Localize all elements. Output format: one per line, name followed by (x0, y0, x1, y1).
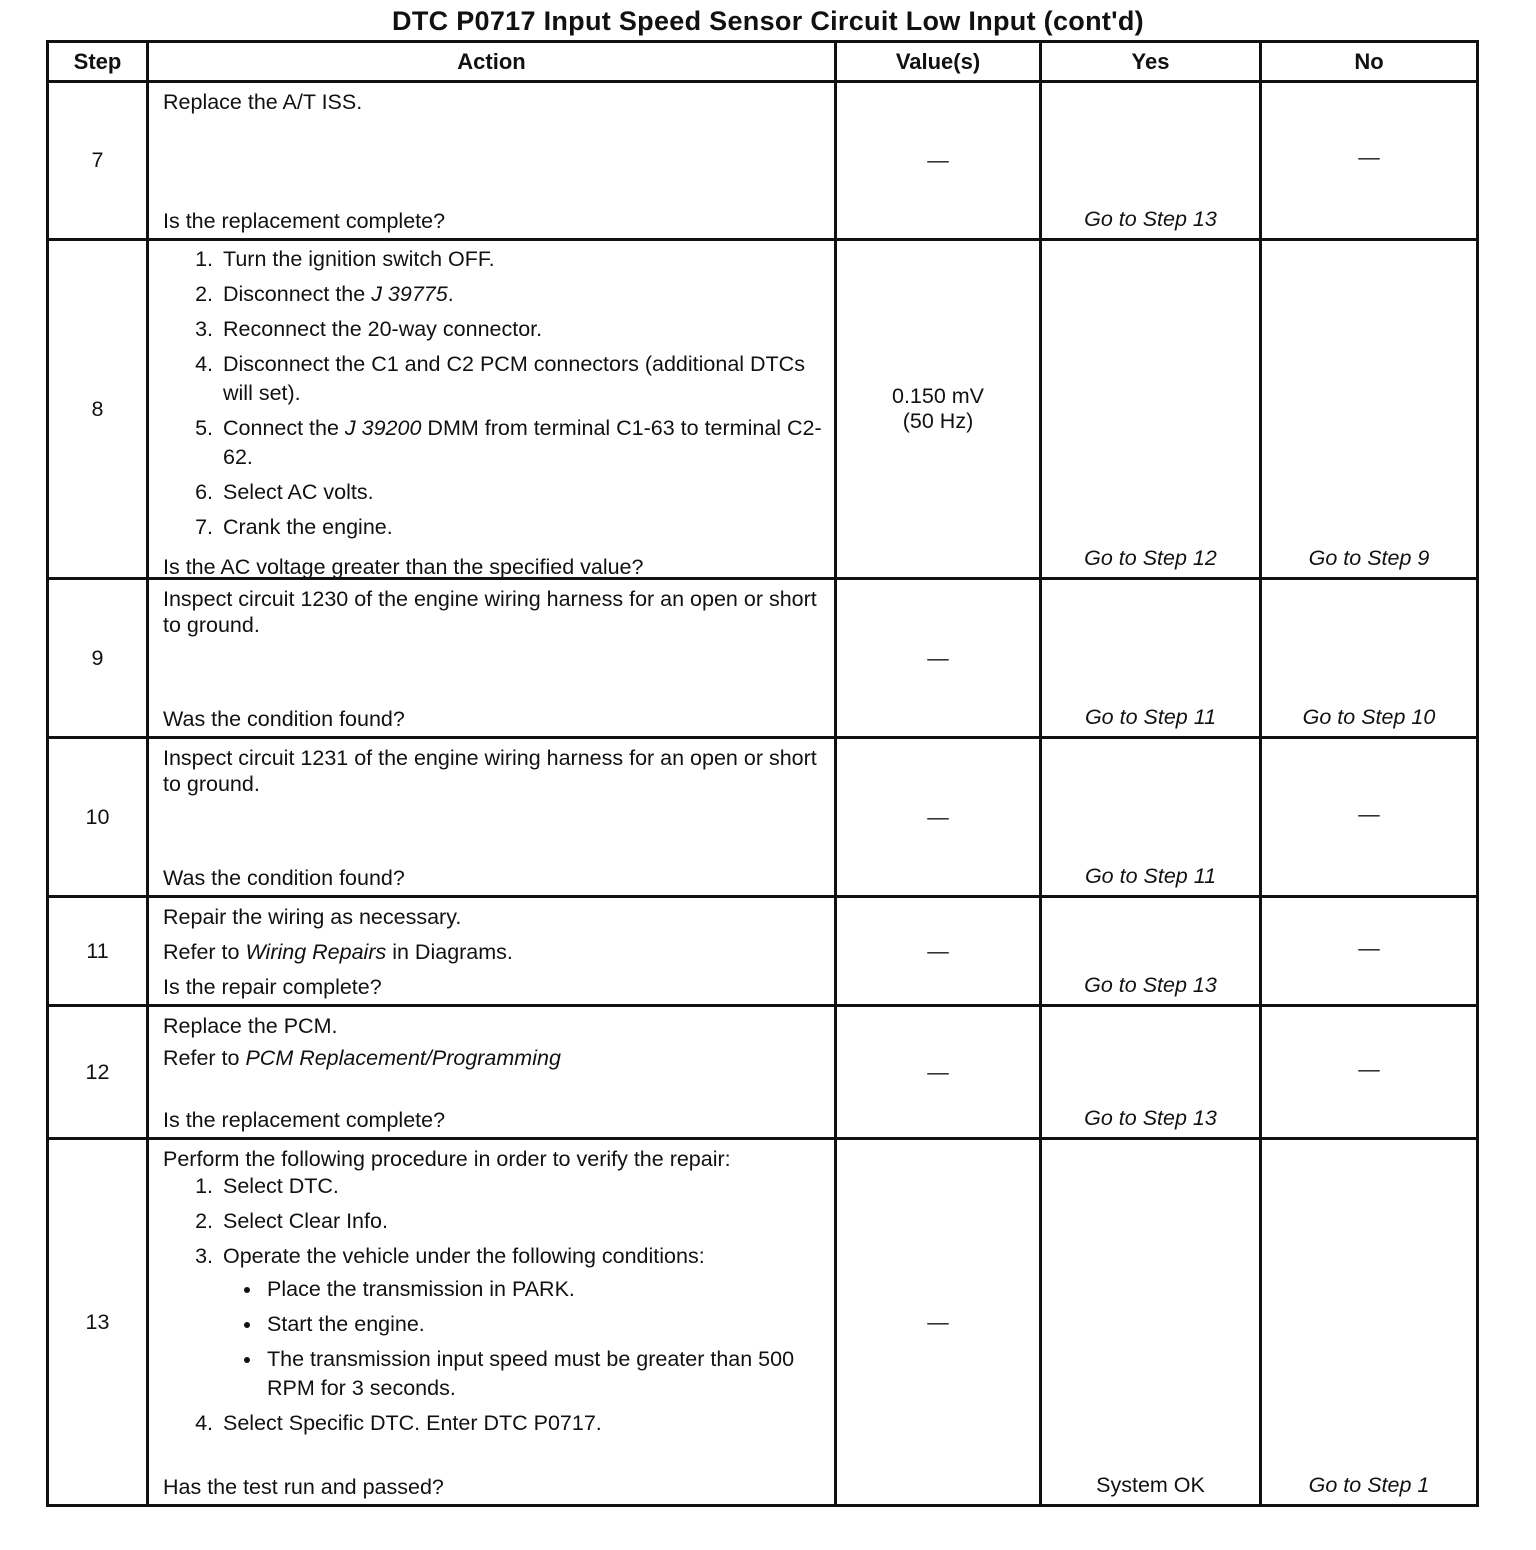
value-cell: — (836, 1139, 1041, 1506)
action-text: Inspect circuit 1230 of the engine wiring harness for an open or short to ground. (163, 587, 817, 637)
header-yes: Yes (1041, 42, 1261, 82)
list-item: • The transmission input speed must be greater than 500 RPM for 3 seconds. (263, 1345, 824, 1403)
value-line: 0.150 mV (891, 384, 985, 408)
action-cell (148, 738, 836, 897)
list-item: 3. Reconnect the 20-way connector. (219, 315, 824, 344)
list-item: 4. Disconnect the C1 and C2 PCM connectors (additional DTCs will set). (219, 350, 824, 408)
value-line: (50 Hz) (902, 409, 974, 433)
no-cell: — (1261, 897, 1478, 1006)
list-item: 5. Connect the J 39200 DMM from terminal C1-63 to terminal C2-62. (219, 414, 824, 472)
header-no: No (1261, 42, 1478, 82)
no-cell: Go to Step 10 (1261, 579, 1478, 738)
action-cell (148, 1139, 836, 1506)
step-number: 8 (48, 240, 148, 579)
table-row (48, 82, 1478, 240)
action-reference: Refer to Wiring Repairs in Diagrams. (163, 940, 513, 964)
step-number: 9 (48, 579, 148, 738)
yes-cell: Go to Step 11 (1041, 579, 1261, 738)
action-reference: Refer to PCM Replacement/Programming (163, 1046, 561, 1070)
yes-cell: System OK (1041, 1139, 1261, 1506)
table-row (48, 240, 1478, 579)
action-cell (148, 240, 836, 579)
header-row (48, 42, 1478, 82)
action-text: Replace the PCM. (163, 1014, 338, 1038)
yes-cell: Go to Step 11 (1041, 738, 1261, 897)
tool-ref: J 39775 (371, 282, 448, 306)
tool-ref: J 39200 (344, 416, 422, 440)
table-row (48, 1139, 1478, 1506)
table-row (48, 579, 1478, 738)
no-cell: — (1261, 738, 1478, 897)
header-values: Value(s) (836, 42, 1041, 82)
page-title: DTC P0717 Input Speed Sensor Circuit Low Input (cont'd) (392, 6, 1144, 36)
action-cell (148, 1006, 836, 1139)
table-row (48, 738, 1478, 897)
action-question: Was the condition found? (163, 707, 405, 731)
action-cell (148, 82, 836, 240)
action-text: Inspect circuit 1231 of the engine wiring harness for an open or short to ground. (163, 746, 817, 796)
header-action: Action (148, 42, 836, 82)
list-item: 1. Select DTC. (219, 1172, 824, 1201)
step-number: 13 (48, 1139, 148, 1506)
header-step: Step (48, 42, 148, 82)
procedure-list (163, 245, 824, 548)
diagnostic-table (46, 40, 1479, 1507)
action-text: Repair the wiring as necessary. (163, 905, 462, 929)
list-item: 2. Disconnect the J 39775. (219, 280, 824, 309)
no-cell: — (1261, 1006, 1478, 1139)
yes-cell: Go to Step 12 (1041, 240, 1261, 579)
step-number: 12 (48, 1006, 148, 1139)
action-question: Was the condition found? (163, 866, 405, 890)
list-item: 6. Select AC volts. (219, 478, 824, 507)
action-text: Replace the A/T ISS. (163, 90, 363, 114)
list-item: 1. Turn the ignition switch OFF. (219, 245, 824, 274)
value-cell: — (836, 897, 1041, 1006)
no-cell: — (1261, 82, 1478, 240)
action-question: Is the AC voltage greater than the specified value? (163, 555, 644, 579)
yes-cell: Go to Step 13 (1041, 82, 1261, 240)
action-cell (148, 579, 836, 738)
no-cell: Go to Step 9 (1261, 240, 1478, 579)
list-item: 3. Operate the vehicle under the following conditions: • Place the transmission in PARK. • Start the engine. • The transmission input speed must be greater than 500 RPM for 3 seconds. (219, 1242, 824, 1403)
action-question: Has the test run and passed? (163, 1475, 444, 1499)
no-cell: Go to Step 1 (1261, 1139, 1478, 1506)
list-item: 7. Crank the engine. (219, 513, 824, 542)
value-cell: — (836, 1006, 1041, 1139)
action-cell (148, 897, 836, 1006)
action-question: Is the repair complete? (163, 975, 382, 999)
value-cell: — (836, 738, 1041, 897)
procedure-list (163, 1172, 824, 1438)
table-row (48, 1006, 1478, 1139)
value-cell: — (836, 579, 1041, 738)
doc-ref: PCM Replacement/Programming (245, 1046, 561, 1070)
step-number: 7 (48, 82, 148, 240)
yes-cell: Go to Step 13 (1041, 897, 1261, 1006)
condition-list (223, 1275, 824, 1403)
value-cell: — (836, 82, 1041, 240)
yes-cell: Go to Step 13 (1041, 1006, 1261, 1139)
doc-ref: Wiring Repairs (245, 940, 387, 964)
action-question: Is the replacement complete? (163, 1108, 446, 1132)
step-number: 10 (48, 738, 148, 897)
value-cell (836, 240, 1041, 579)
action-text: Perform the following procedure in order to verify the repair: (163, 1147, 731, 1171)
list-item: 4. Select Specific DTC. Enter DTC P0717. (219, 1409, 824, 1438)
step-number: 11 (48, 897, 148, 1006)
list-item: • Start the engine. (263, 1310, 824, 1339)
list-item: • Place the transmission in PARK. (263, 1275, 824, 1304)
table-row (48, 897, 1478, 1006)
list-item: 2. Select Clear Info. (219, 1207, 824, 1236)
action-question: Is the replacement complete? (163, 209, 446, 233)
